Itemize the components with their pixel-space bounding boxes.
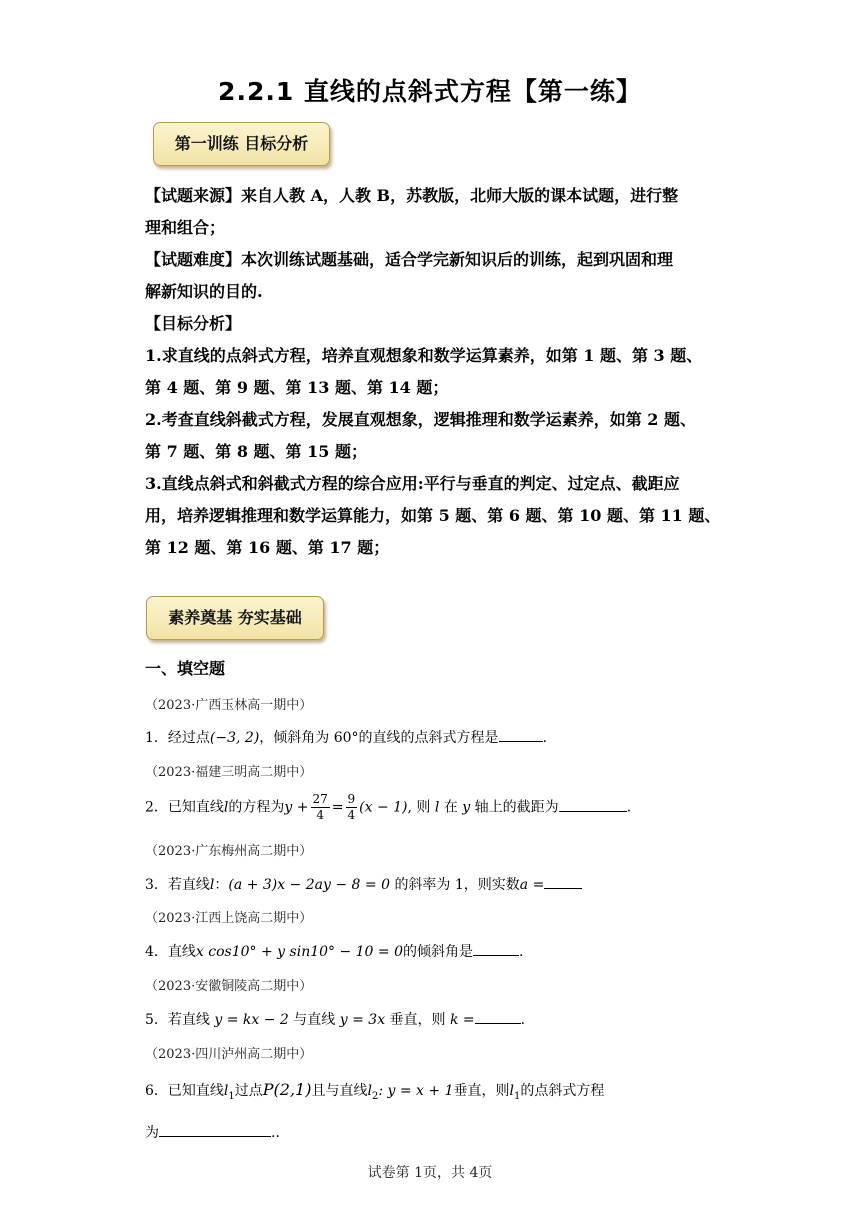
answer-blank[interactable]	[559, 797, 627, 812]
question-5: 5．若直线 y = kx − 2 与直线 y = 3x 垂直，则 k = .	[145, 1009, 525, 1029]
intro-block	[145, 180, 725, 564]
goal-2-line-1: 2.考查直线斜截式方程，发展直观想象，逻辑推理和数学运素养，如第 2 题、	[145, 410, 696, 429]
question-1: 1．经过点(−3, 2)，倾斜角为 60°的直线的点斜式方程是 .	[145, 727, 547, 747]
answer-blank[interactable]	[159, 1122, 271, 1137]
question-4: 4．直线x cos10° + y sin10° − 10 = 0的倾斜角是 .	[145, 941, 523, 961]
question-3: 3．若直线l：(a + 3)x − 2ay − 8 = 0 的斜率为 1，则实数a =	[145, 874, 582, 894]
answer-blank[interactable]	[544, 874, 582, 889]
answer-blank[interactable]	[499, 727, 543, 742]
question-4-source: （2023·江西上饶高二期中）	[145, 911, 313, 926]
fraction: $\frac{9}{4}$	[347, 792, 356, 822]
question-1-source: （2023·广西玉林高一期中）	[145, 698, 313, 713]
banner-foundation: 素养奠基 夯实基础	[146, 596, 324, 640]
banner-goal-analysis: 第一训练 目标分析	[153, 122, 330, 166]
question-2-source: （2023·福建三明高二期中）	[145, 765, 313, 780]
source-line-2: 理和组合；	[145, 218, 226, 237]
answer-blank[interactable]	[475, 1009, 521, 1024]
question-2: 2．已知直线l的方程为y + $\frac{27}{4}$ = $\frac{9}{4}$ (x − 1), 则 l 在 y 轴上的截距为 .	[145, 792, 632, 822]
question-5-source: （2023·安徽铜陵高二期中）	[145, 979, 313, 994]
fraction: $\frac{27}{4}$	[312, 792, 328, 822]
question-6-line-1: 6．已知直线$l_1$过点P(2,1)且与直线$l_2$: y = x + 1垂直，则$l_1$的点斜式方程	[145, 1080, 605, 1102]
goal-2-line-2: 第 7 题、第 8 题、第 15 题；	[145, 442, 367, 461]
page-footer: 试卷第 1页，共 4页	[367, 1165, 493, 1181]
page-title: 2.2.1 直线的点斜式方程【第一练】	[218, 77, 642, 106]
difficulty-line-2: 解新知识的目的.	[145, 282, 263, 301]
answer-blank[interactable]	[473, 941, 519, 956]
goal-3-line-2: 用，培养逻辑推理和数学运算能力，如第 5 题、第 6 题、第 10 题、第 11 题、	[145, 506, 721, 525]
goal-1-line-2: 第 4 题、第 9 题、第 13 题、第 14 题；	[145, 378, 449, 397]
difficulty-line-1: 【试题难度】本次训练试题基础，适合学完新知识后的训练，起到巩固和理	[145, 250, 674, 269]
goal-3-line-3: 第 12 题、第 16 题、第 17 题；	[145, 538, 390, 557]
question-6-line-2: 为 ..	[145, 1122, 280, 1142]
section-heading: 一、填空题	[145, 659, 226, 678]
question-3-source: （2023·广东梅州高二期中）	[145, 844, 313, 859]
question-6-source: （2023·四川泸州高二期中）	[145, 1047, 313, 1062]
goal-heading: 【目标分析】	[145, 314, 242, 333]
goal-1-line-1: 1.求直线的点斜式方程，培养直观想象和数学运算素养，如第 1 题、第 3 题、	[145, 346, 703, 365]
source-line-1: 【试题来源】来自人教 A，人教 B，苏教版，北师大版的课本试题，进行整	[145, 186, 679, 205]
goal-3-line-1: 3.直线点斜式和斜截式方程的综合应用:平行与垂直的判定、过定点、截距应	[145, 474, 680, 493]
